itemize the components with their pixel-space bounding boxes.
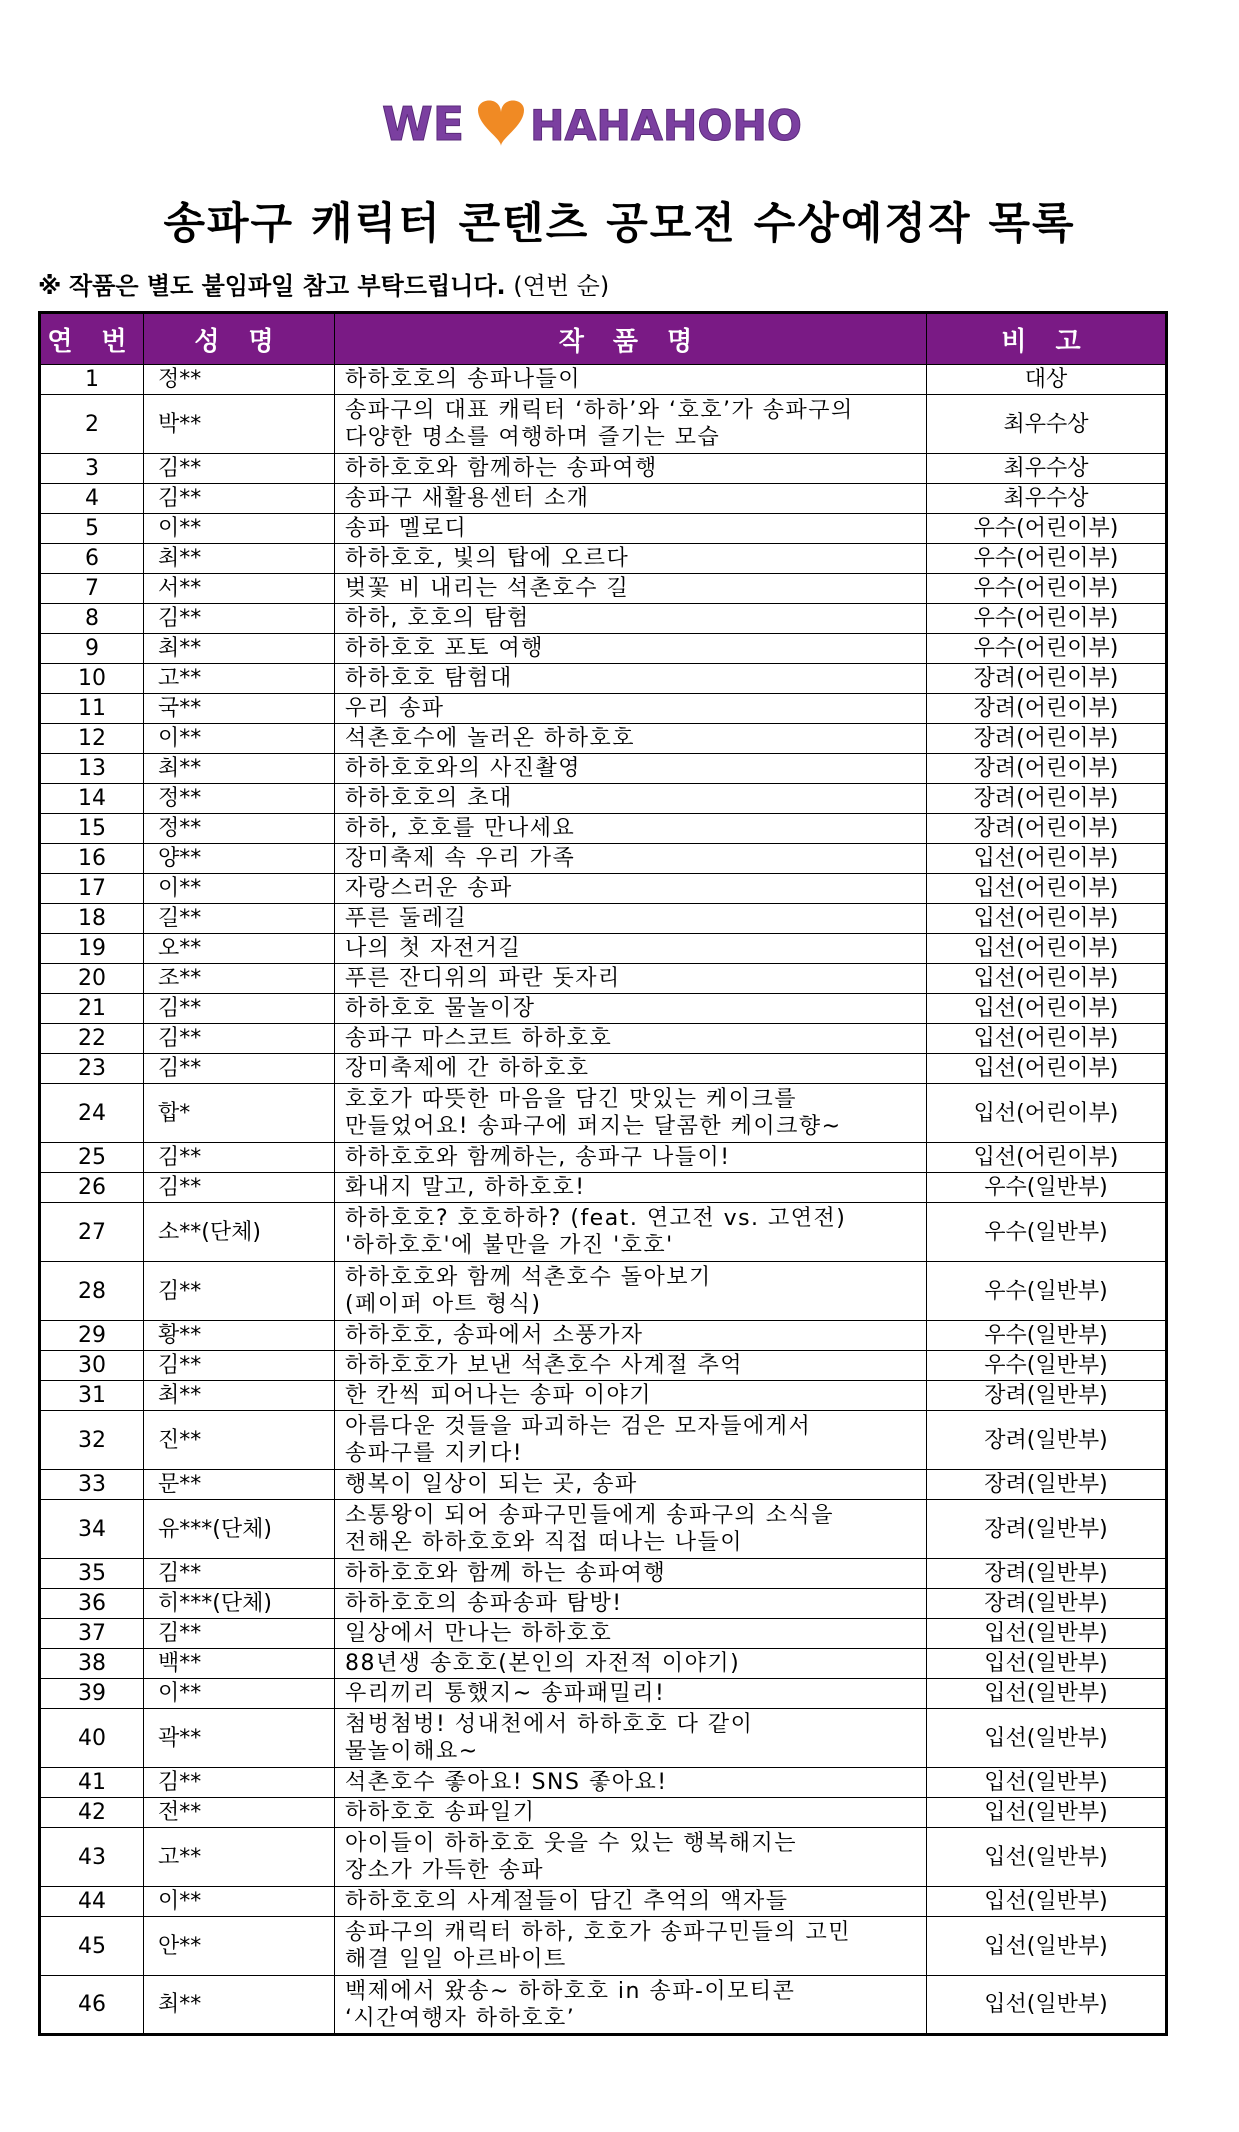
table-row bbox=[40, 1024, 1167, 1054]
cell-name: 박** bbox=[144, 395, 335, 454]
table-row bbox=[40, 1917, 1167, 1976]
table-row bbox=[40, 1798, 1167, 1828]
cell-name: 김** bbox=[144, 1173, 335, 1203]
table-row bbox=[40, 874, 1167, 904]
cell-name: 길** bbox=[144, 904, 335, 934]
table-row bbox=[40, 1976, 1167, 2035]
cell-no: 21 bbox=[40, 994, 144, 1024]
table-row bbox=[40, 1351, 1167, 1381]
cell-remark: 최우수상 bbox=[927, 454, 1167, 484]
cell-no: 8 bbox=[40, 604, 144, 634]
cell-no: 28 bbox=[40, 1262, 144, 1321]
cell-remark: 입선(일반부) bbox=[927, 1679, 1167, 1709]
cell-no: 1 bbox=[40, 365, 144, 395]
cell-remark: 입선(어린이부) bbox=[927, 904, 1167, 934]
cell-work: 하하, 호호를 만나세요 bbox=[335, 814, 927, 844]
cell-remark: 입선(어린이부) bbox=[927, 934, 1167, 964]
cell-work: 자랑스러운 송파 bbox=[335, 874, 927, 904]
cell-remark: 우수(일반부) bbox=[927, 1321, 1167, 1351]
cell-no: 2 bbox=[40, 395, 144, 454]
cell-no: 37 bbox=[40, 1619, 144, 1649]
cell-no: 9 bbox=[40, 634, 144, 664]
cell-work: 하하, 호호의 탐험 bbox=[335, 604, 927, 634]
cell-name: 최** bbox=[144, 1976, 335, 2035]
cell-remark: 장려(일반부) bbox=[927, 1559, 1167, 1589]
header-no: 연 번 bbox=[40, 313, 144, 365]
cell-name: 고** bbox=[144, 664, 335, 694]
cell-work: 벚꽃 비 내리는 석촌호수 길 bbox=[335, 574, 927, 604]
cell-work: 하하호호가 보낸 석촌호수 사계절 추억 bbox=[335, 1351, 927, 1381]
cell-work: 우리끼리 통했지~ 송파패밀리! bbox=[335, 1679, 927, 1709]
cell-remark: 우수(일반부) bbox=[927, 1173, 1167, 1203]
cell-remark: 장려(일반부) bbox=[927, 1381, 1167, 1411]
cell-remark: 장려(어린이부) bbox=[927, 784, 1167, 814]
logo-text-left: WE bbox=[382, 97, 465, 151]
table-row bbox=[40, 454, 1167, 484]
cell-remark: 입선(일반부) bbox=[927, 1768, 1167, 1798]
cell-remark: 우수(어린이부) bbox=[927, 634, 1167, 664]
cell-work: 하하호호? 호호하하? (feat. 연고전 vs. 고연전) '하하호호'에 불만을 가진 '호호' bbox=[335, 1203, 927, 1262]
cell-work: 푸른 둘레길 bbox=[335, 904, 927, 934]
table-row bbox=[40, 1381, 1167, 1411]
cell-no: 10 bbox=[40, 664, 144, 694]
cell-work: 첨벙첨벙! 성내천에서 하하호호 다 같이 물놀이해요~ bbox=[335, 1709, 927, 1768]
cell-name: 김** bbox=[144, 484, 335, 514]
cell-remark: 입선(일반부) bbox=[927, 1798, 1167, 1828]
cell-work: 송파구의 대표 캐릭터 ‘하하’와 ‘호호’가 송파구의 다양한 명소를 여행하며 즐기는 모습 bbox=[335, 395, 927, 454]
cell-no: 6 bbox=[40, 544, 144, 574]
cell-no: 7 bbox=[40, 574, 144, 604]
cell-no: 12 bbox=[40, 724, 144, 754]
cell-no: 14 bbox=[40, 784, 144, 814]
table-row bbox=[40, 754, 1167, 784]
cell-no: 39 bbox=[40, 1679, 144, 1709]
cell-no: 11 bbox=[40, 694, 144, 724]
table-row bbox=[40, 1589, 1167, 1619]
table-row bbox=[40, 1559, 1167, 1589]
cell-remark: 장려(어린이부) bbox=[927, 664, 1167, 694]
cell-name: 양** bbox=[144, 844, 335, 874]
cell-remark: 장려(어린이부) bbox=[927, 694, 1167, 724]
cell-remark: 우수(어린이부) bbox=[927, 574, 1167, 604]
cell-remark: 입선(어린이부) bbox=[927, 994, 1167, 1024]
table-row bbox=[40, 1470, 1167, 1500]
cell-name: 김** bbox=[144, 454, 335, 484]
cell-work: 하하호호 포토 여행 bbox=[335, 634, 927, 664]
cell-remark: 우수(일반부) bbox=[927, 1203, 1167, 1262]
logo-text-right: HAHAHOHO bbox=[530, 101, 802, 150]
cell-remark: 입선(일반부) bbox=[927, 1649, 1167, 1679]
table-row bbox=[40, 1887, 1167, 1917]
table-row bbox=[40, 814, 1167, 844]
cell-work: 하하호호의 사계절들이 담긴 추억의 액자들 bbox=[335, 1887, 927, 1917]
cell-name: 김** bbox=[144, 1619, 335, 1649]
table-header-row bbox=[40, 313, 1167, 365]
table-row bbox=[40, 1411, 1167, 1470]
cell-work: 화내지 말고, 하하호호! bbox=[335, 1173, 927, 1203]
cell-name: 김** bbox=[144, 1768, 335, 1798]
cell-work: 장미축제에 간 하하호호 bbox=[335, 1054, 927, 1084]
cell-remark: 입선(어린이부) bbox=[927, 1143, 1167, 1173]
table-row bbox=[40, 544, 1167, 574]
table-row bbox=[40, 1173, 1167, 1203]
table-row bbox=[40, 365, 1167, 395]
cell-remark: 대상 bbox=[927, 365, 1167, 395]
cell-remark: 장려(어린이부) bbox=[927, 814, 1167, 844]
table-row bbox=[40, 1709, 1167, 1768]
table-row bbox=[40, 484, 1167, 514]
table-row bbox=[40, 964, 1167, 994]
cell-name: 조** bbox=[144, 964, 335, 994]
cell-work: 하하호호 탐험대 bbox=[335, 664, 927, 694]
cell-name: 김** bbox=[144, 1054, 335, 1084]
cell-work: 하하호호, 빛의 탑에 오르다 bbox=[335, 544, 927, 574]
table-row bbox=[40, 1084, 1167, 1143]
cell-work: 하하호호의 송파송파 탐방! bbox=[335, 1589, 927, 1619]
cell-name: 합* bbox=[144, 1084, 335, 1143]
cell-no: 3 bbox=[40, 454, 144, 484]
cell-no: 33 bbox=[40, 1470, 144, 1500]
table-row bbox=[40, 1768, 1167, 1798]
cell-remark: 장려(일반부) bbox=[927, 1589, 1167, 1619]
cell-work: 하하호호, 송파에서 소풍가자 bbox=[335, 1321, 927, 1351]
cell-no: 34 bbox=[40, 1500, 144, 1559]
table-row bbox=[40, 514, 1167, 544]
cell-no: 25 bbox=[40, 1143, 144, 1173]
cell-name: 문** bbox=[144, 1470, 335, 1500]
cell-no: 19 bbox=[40, 934, 144, 964]
cell-work: 일상에서 만나는 하하호호 bbox=[335, 1619, 927, 1649]
cell-name: 국** bbox=[144, 694, 335, 724]
cell-name: 김** bbox=[144, 1559, 335, 1589]
cell-remark: 입선(어린이부) bbox=[927, 844, 1167, 874]
cell-remark: 입선(일반부) bbox=[927, 1828, 1167, 1887]
cell-name: 진** bbox=[144, 1411, 335, 1470]
cell-no: 30 bbox=[40, 1351, 144, 1381]
cell-work: 아름다운 것들을 파괴하는 검은 모자들에게서 송파구를 지키다! bbox=[335, 1411, 927, 1470]
table-row bbox=[40, 1143, 1167, 1173]
cell-work: 석촌호수 좋아요! SNS 좋아요! bbox=[335, 1768, 927, 1798]
cell-remark: 장려(일반부) bbox=[927, 1411, 1167, 1470]
cell-work: 호호가 따뜻한 마음을 담긴 맛있는 케이크를 만들었어요! 송파구에 퍼지는 달콤한 케이크향~ bbox=[335, 1084, 927, 1143]
cell-name: 이** bbox=[144, 1679, 335, 1709]
table-row bbox=[40, 844, 1167, 874]
table-row bbox=[40, 1321, 1167, 1351]
cell-name: 안** bbox=[144, 1917, 335, 1976]
header-remark: 비 고 bbox=[927, 313, 1167, 365]
cell-remark: 장려(일반부) bbox=[927, 1470, 1167, 1500]
cell-no: 15 bbox=[40, 814, 144, 844]
cell-no: 43 bbox=[40, 1828, 144, 1887]
cell-no: 20 bbox=[40, 964, 144, 994]
cell-work: 하하호호와 함께하는 송파여행 bbox=[335, 454, 927, 484]
table-row bbox=[40, 904, 1167, 934]
cell-remark: 입선(어린이부) bbox=[927, 1054, 1167, 1084]
cell-name: 서** bbox=[144, 574, 335, 604]
cell-work: 88년생 송호호(본인의 자전적 이야기) bbox=[335, 1649, 927, 1679]
cell-name: 이** bbox=[144, 1887, 335, 1917]
cell-name: 김** bbox=[144, 1351, 335, 1381]
table-row bbox=[40, 1828, 1167, 1887]
cell-remark: 입선(일반부) bbox=[927, 1976, 1167, 2035]
cell-remark: 입선(어린이부) bbox=[927, 874, 1167, 904]
cell-name: 백** bbox=[144, 1649, 335, 1679]
table-row bbox=[40, 1619, 1167, 1649]
cell-remark: 입선(일반부) bbox=[927, 1887, 1167, 1917]
cell-remark: 장려(어린이부) bbox=[927, 724, 1167, 754]
cell-remark: 입선(어린이부) bbox=[927, 1024, 1167, 1054]
award-table bbox=[38, 311, 1168, 2036]
cell-remark: 최우수상 bbox=[927, 395, 1167, 454]
cell-name: 김** bbox=[144, 1262, 335, 1321]
cell-no: 32 bbox=[40, 1411, 144, 1470]
cell-work: 한 칸씩 피어나는 송파 이야기 bbox=[335, 1381, 927, 1411]
cell-name: 이** bbox=[144, 514, 335, 544]
cell-work: 아이들이 하하호호 웃을 수 있는 행복해지는 장소가 가득한 송파 bbox=[335, 1828, 927, 1887]
cell-no: 44 bbox=[40, 1887, 144, 1917]
cell-name: 최** bbox=[144, 634, 335, 664]
cell-work: 송파구 새활용센터 소개 bbox=[335, 484, 927, 514]
cell-no: 36 bbox=[40, 1589, 144, 1619]
cell-no: 24 bbox=[40, 1084, 144, 1143]
cell-name: 황** bbox=[144, 1321, 335, 1351]
cell-work: 푸른 잔디위의 파란 돗자리 bbox=[335, 964, 927, 994]
cell-work: 송파구의 캐릭터 하하, 호호가 송파구민들의 고민 해결 일일 아르바이트 bbox=[335, 1917, 927, 1976]
cell-work: 하하호호 송파일기 bbox=[335, 1798, 927, 1828]
cell-name: 이** bbox=[144, 874, 335, 904]
cell-no: 35 bbox=[40, 1559, 144, 1589]
cell-remark: 최우수상 bbox=[927, 484, 1167, 514]
cell-name: 전** bbox=[144, 1798, 335, 1828]
table-row bbox=[40, 694, 1167, 724]
cell-name: 최** bbox=[144, 544, 335, 574]
cell-remark: 입선(일반부) bbox=[927, 1709, 1167, 1768]
table-row bbox=[40, 1262, 1167, 1321]
cell-remark: 장려(일반부) bbox=[927, 1500, 1167, 1559]
cell-name: 소**(단체) bbox=[144, 1203, 335, 1262]
cell-name: 유***(단체) bbox=[144, 1500, 335, 1559]
cell-no: 17 bbox=[40, 874, 144, 904]
cell-name: 최** bbox=[144, 754, 335, 784]
cell-remark: 입선(일반부) bbox=[927, 1917, 1167, 1976]
cell-name: 정** bbox=[144, 814, 335, 844]
table-row bbox=[40, 934, 1167, 964]
cell-remark: 우수(일반부) bbox=[927, 1351, 1167, 1381]
heart-icon bbox=[478, 101, 524, 147]
cell-remark: 입선(일반부) bbox=[927, 1619, 1167, 1649]
cell-work: 송파 멜로디 bbox=[335, 514, 927, 544]
table-row bbox=[40, 395, 1167, 454]
cell-name: 김** bbox=[144, 1143, 335, 1173]
cell-no: 46 bbox=[40, 1976, 144, 2035]
cell-no: 22 bbox=[40, 1024, 144, 1054]
header-name: 성 명 bbox=[144, 313, 335, 365]
table-row bbox=[40, 1500, 1167, 1559]
cell-name: 정** bbox=[144, 784, 335, 814]
cell-remark: 입선(어린이부) bbox=[927, 1084, 1167, 1143]
cell-name: 김** bbox=[144, 994, 335, 1024]
cell-work: 하하호호와 함께 하는 송파여행 bbox=[335, 1559, 927, 1589]
cell-work: 소통왕이 되어 송파구민들에게 송파구의 소식을 전해온 하하호호와 직접 떠나는 나들이 bbox=[335, 1500, 927, 1559]
cell-name: 이** bbox=[144, 724, 335, 754]
cell-no: 16 bbox=[40, 844, 144, 874]
cell-work: 하하호호와 함께 석촌호수 돌아보기 (페이퍼 아트 형식) bbox=[335, 1262, 927, 1321]
cell-work: 하하호호 물놀이장 bbox=[335, 994, 927, 1024]
table-row bbox=[40, 724, 1167, 754]
cell-remark: 우수(일반부) bbox=[927, 1262, 1167, 1321]
cell-no: 38 bbox=[40, 1649, 144, 1679]
notice bbox=[38, 266, 609, 301]
page-title: 송파구 캐릭터 콘텐츠 공모전 수상예정작 목록 bbox=[163, 199, 1076, 249]
cell-work: 하하호호와 함께하는, 송파구 나들이! bbox=[335, 1143, 927, 1173]
cell-no: 41 bbox=[40, 1768, 144, 1798]
cell-work: 우리 송파 bbox=[335, 694, 927, 724]
cell-work: 하하호호의 초대 bbox=[335, 784, 927, 814]
cell-remark: 우수(어린이부) bbox=[927, 604, 1167, 634]
table-row bbox=[40, 634, 1167, 664]
cell-work: 행복이 일상이 되는 곳, 송파 bbox=[335, 1470, 927, 1500]
cell-no: 18 bbox=[40, 904, 144, 934]
cell-name: 김** bbox=[144, 1024, 335, 1054]
cell-no: 27 bbox=[40, 1203, 144, 1262]
cell-no: 5 bbox=[40, 514, 144, 544]
table-row bbox=[40, 664, 1167, 694]
we-love-hahahoho-logo bbox=[380, 92, 810, 152]
cell-work: 장미축제 속 우리 가족 bbox=[335, 844, 927, 874]
notice-order: (연번 순) bbox=[513, 272, 610, 300]
cell-no: 31 bbox=[40, 1381, 144, 1411]
cell-no: 29 bbox=[40, 1321, 144, 1351]
cell-no: 23 bbox=[40, 1054, 144, 1084]
cell-remark: 우수(어린이부) bbox=[927, 544, 1167, 574]
notice-symbol: ※ bbox=[38, 272, 62, 300]
cell-work: 송파구 마스코트 하하호호 bbox=[335, 1024, 927, 1054]
cell-name: 최** bbox=[144, 1381, 335, 1411]
cell-work: 하하호호의 송파나들이 bbox=[335, 365, 927, 395]
table-row bbox=[40, 1203, 1167, 1262]
notice-text: 작품은 별도 붙임파일 참고 부탁드립니다. bbox=[68, 272, 506, 300]
cell-name: 오** bbox=[144, 934, 335, 964]
cell-no: 45 bbox=[40, 1917, 144, 1976]
cell-no: 4 bbox=[40, 484, 144, 514]
header-work: 작 품 명 bbox=[335, 313, 927, 365]
table-row bbox=[40, 1679, 1167, 1709]
table-row bbox=[40, 784, 1167, 814]
cell-work: 백제에서 왔송~ 하하호호 in 송파-이모티콘 ‘시간여행자 하하호호’ bbox=[335, 1976, 927, 2035]
cell-no: 13 bbox=[40, 754, 144, 784]
cell-no: 40 bbox=[40, 1709, 144, 1768]
cell-remark: 장려(어린이부) bbox=[927, 754, 1167, 784]
cell-no: 26 bbox=[40, 1173, 144, 1203]
cell-remark: 우수(어린이부) bbox=[927, 514, 1167, 544]
table-row bbox=[40, 1054, 1167, 1084]
table-row bbox=[40, 604, 1167, 634]
table-row bbox=[40, 1649, 1167, 1679]
cell-work: 석촌호수에 놀러온 하하호호 bbox=[335, 724, 927, 754]
cell-name: 정** bbox=[144, 365, 335, 395]
cell-no: 42 bbox=[40, 1798, 144, 1828]
table-row bbox=[40, 574, 1167, 604]
cell-work: 나의 첫 자전거길 bbox=[335, 934, 927, 964]
cell-name: 김** bbox=[144, 604, 335, 634]
cell-name: 고** bbox=[144, 1828, 335, 1887]
cell-name: 히***(단체) bbox=[144, 1589, 335, 1619]
cell-name: 곽** bbox=[144, 1709, 335, 1768]
table-row bbox=[40, 994, 1167, 1024]
table-body bbox=[40, 365, 1167, 2035]
cell-remark: 입선(어린이부) bbox=[927, 964, 1167, 994]
cell-work: 하하호호와의 사진촬영 bbox=[335, 754, 927, 784]
